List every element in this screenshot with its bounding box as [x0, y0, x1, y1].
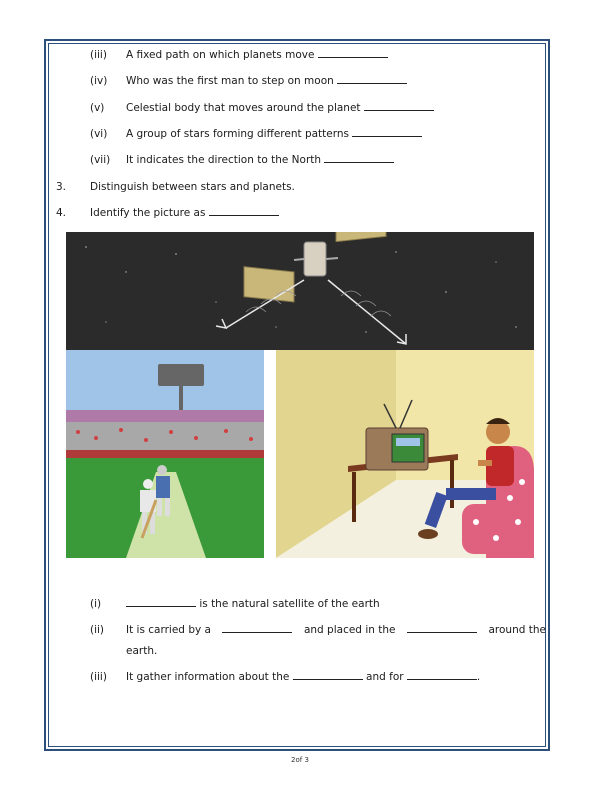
sub-question-3 — [126, 670, 480, 684]
sub-question-text: is the natural satellite of the earth — [199, 598, 380, 610]
panel-divider — [264, 350, 276, 558]
satellite-broadcast-illustration — [66, 232, 534, 558]
sub-question-1 — [126, 597, 380, 611]
answer-blank — [222, 623, 292, 633]
question-item — [126, 101, 434, 115]
question-item — [126, 74, 407, 88]
sub-question-number: (ii) — [90, 624, 105, 636]
sub-question-text: It is carried by a — [126, 624, 211, 636]
answer-blank — [352, 127, 422, 137]
floodlight-icon — [158, 364, 204, 386]
question-text: A fixed path on which planets move — [126, 49, 315, 61]
sub-question-text: and for — [366, 671, 404, 683]
question-4-number: 4. — [56, 207, 67, 219]
answer-blank — [293, 670, 363, 680]
question-text: Celestial body that moves around the planet — [126, 102, 361, 114]
sub-question-2-continued: earth. — [126, 645, 158, 657]
stand-roof — [66, 410, 264, 422]
crowd — [66, 422, 264, 450]
question-item — [126, 48, 388, 62]
sub-question-text: and placed in the — [303, 624, 396, 636]
question-item — [126, 127, 422, 141]
sub-question-2 — [126, 623, 546, 637]
answer-blank — [407, 623, 477, 633]
boundary-board — [66, 450, 264, 458]
question-text: A group of stars forming different patterns — [126, 128, 349, 140]
question-number: (vii) — [90, 154, 111, 166]
question-number: (iv) — [90, 75, 108, 87]
question-number: (iii) — [90, 49, 107, 61]
question-3-text: Distinguish between stars and planets. — [90, 181, 295, 193]
answer-blank — [209, 206, 279, 216]
sub-question-text: It gather information about the — [126, 671, 290, 683]
sub-question-text: around the — [488, 624, 546, 636]
question-text: Who was the first man to step on moon — [126, 75, 334, 87]
answer-blank — [407, 670, 477, 680]
sub-question-number: (iii) — [90, 671, 107, 683]
answer-blank — [324, 153, 394, 163]
answer-blank — [126, 597, 196, 607]
question-4-text: Identify the picture as — [90, 207, 206, 219]
answer-blank — [364, 101, 434, 111]
question-4-item — [90, 206, 279, 220]
page-number: 2of 3 — [291, 756, 309, 764]
question-3-number: 3. — [56, 181, 67, 193]
answer-blank — [337, 74, 407, 84]
question-item — [126, 153, 394, 167]
space-background — [66, 232, 534, 350]
sub-question-number: (i) — [90, 598, 102, 610]
sub-question-text: . — [476, 671, 481, 683]
answer-blank — [318, 48, 388, 58]
question-text: It indicates the direction to the North — [126, 154, 322, 166]
question-number: (vi) — [90, 128, 108, 140]
question-number: (v) — [90, 102, 105, 114]
